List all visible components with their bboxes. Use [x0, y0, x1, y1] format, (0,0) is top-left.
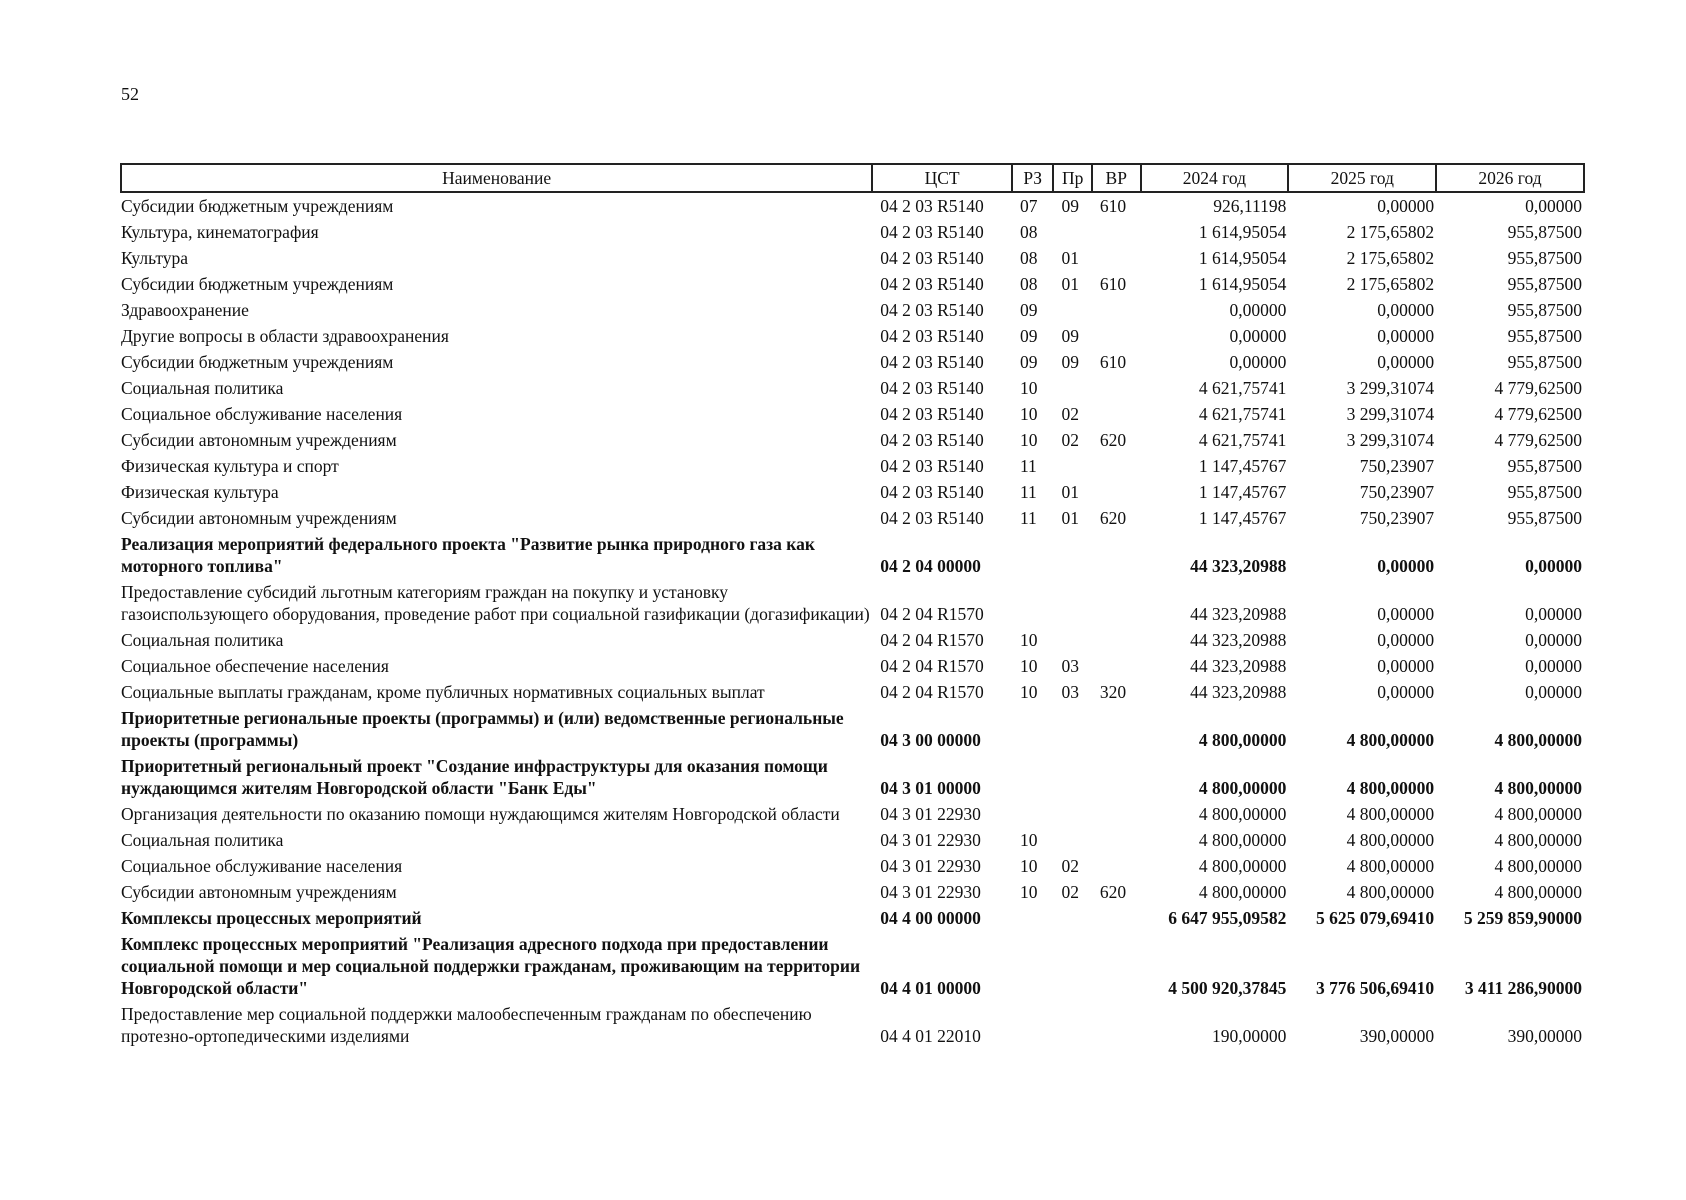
cell-pr: [1053, 931, 1091, 1001]
cell-name: Субсидии бюджетным учреждениям: [121, 274, 394, 294]
cell-vr: 620: [1099, 430, 1127, 450]
cell-y2026: 955,87500: [1507, 274, 1582, 294]
cell-vr: [1092, 853, 1141, 879]
cell-pr: [1053, 827, 1091, 853]
table-row: [121, 1001, 1584, 1049]
cell-cst: 04 3 01 22930: [880, 856, 981, 876]
table-row: [121, 427, 1584, 453]
cell-y2026: 955,87500: [1507, 326, 1582, 346]
cell-vr: [1092, 375, 1141, 401]
table-row: [121, 579, 1584, 627]
cell-vr: [1092, 401, 1141, 427]
cell-y2026: 4 800,00000: [1494, 882, 1582, 902]
cell-name: Социальное обслуживание населения: [121, 856, 403, 876]
cell-y2026: 4 779,62500: [1494, 404, 1582, 424]
cell-y2024: 44 323,20988: [1190, 630, 1287, 650]
cell-name: Предоставление субсидий льготным категориям граждан на покупку и установку газоиспользующего оборудования, проведение работ при социальной газификации (догазификации): [121, 582, 870, 624]
cell-rz: [1012, 931, 1054, 1001]
header-pr: Пр: [1053, 164, 1091, 192]
cell-vr: [1092, 753, 1141, 801]
cell-pr: 02: [1061, 882, 1079, 902]
cell-cst: 04 2 03 R5140: [880, 300, 984, 320]
table-row: [121, 679, 1584, 705]
cell-cst: 04 3 01 22930: [880, 882, 981, 902]
cell-y2025: 0,00000: [1377, 556, 1435, 576]
cell-rz: [1012, 905, 1054, 931]
cell-y2024: 190,00000: [1211, 1026, 1287, 1046]
cell-cst: 04 2 04 R1570: [880, 682, 984, 702]
cell-vr: [1092, 653, 1141, 679]
cell-pr: 02: [1061, 856, 1079, 876]
cell-pr: 02: [1061, 430, 1079, 450]
table-row: [121, 753, 1584, 801]
cell-name: Социальные выплаты гражданам, кроме публичных нормативных социальных выплат: [121, 682, 765, 702]
cell-vr: [1092, 705, 1141, 753]
cell-y2026: 5 259 859,90000: [1463, 908, 1582, 928]
table-row: [121, 245, 1584, 271]
cell-rz: [1012, 531, 1054, 579]
cell-name: Физическая культура: [121, 482, 279, 502]
cell-pr: 01: [1061, 248, 1079, 268]
cell-rz: 08: [1019, 274, 1038, 294]
cell-y2024: 44 323,20988: [1190, 656, 1287, 676]
cell-pr: [1053, 453, 1091, 479]
cell-y2025: 0,00000: [1377, 352, 1435, 372]
cell-y2025: 0,00000: [1377, 326, 1435, 346]
cell-y2025: 4 800,00000: [1346, 882, 1435, 902]
cell-name: Социальная политика: [121, 378, 284, 398]
cell-pr: 09: [1061, 196, 1079, 216]
header-2026: 2026 год: [1436, 164, 1584, 192]
cell-y2026: 0,00000: [1525, 682, 1582, 702]
table-row: [121, 827, 1584, 853]
cell-name: Приоритетные региональные проекты (программы) и (или) ведомственные региональные проекты (программы): [121, 708, 844, 750]
cell-y2026: 4 800,00000: [1494, 778, 1582, 798]
cell-y2025: 3 776 506,69410: [1316, 978, 1435, 998]
cell-vr: 610: [1099, 274, 1127, 294]
cell-y2024: 1 147,45767: [1198, 508, 1287, 528]
cell-rz: [1012, 579, 1054, 627]
cell-vr: [1092, 479, 1141, 505]
cell-cst: 04 2 03 R5140: [880, 404, 984, 424]
cell-y2026: 4 800,00000: [1494, 730, 1582, 750]
cell-y2024: 4 800,00000: [1198, 730, 1287, 750]
cell-vr: 620: [1099, 882, 1127, 902]
cell-cst: 04 2 04 R1570: [880, 630, 984, 650]
cell-cst: 04 2 03 R5140: [880, 430, 984, 450]
cell-y2024: 44 323,20988: [1190, 556, 1287, 576]
cell-rz: 10: [1019, 682, 1038, 702]
cell-pr: [1053, 905, 1091, 931]
cell-vr: [1092, 531, 1141, 579]
cell-cst: 04 2 03 R5140: [880, 222, 984, 242]
cell-name: Субсидии автономным учреждениям: [121, 882, 397, 902]
cell-name: Организация деятельности по оказанию помощи нуждающимся жителям Новгородской области: [121, 804, 840, 824]
cell-pr: 02: [1061, 404, 1079, 424]
cell-y2025: 3 299,31074: [1346, 430, 1435, 450]
cell-y2025: 3 299,31074: [1346, 378, 1435, 398]
cell-cst: 04 3 01 22930: [880, 830, 981, 850]
cell-rz: 11: [1019, 456, 1037, 476]
cell-y2024: 4 800,00000: [1198, 778, 1287, 798]
cell-vr: 610: [1099, 352, 1127, 372]
cell-y2025: 2 175,65802: [1346, 222, 1435, 242]
cell-y2024: 4 621,75741: [1198, 404, 1287, 424]
cell-rz: 09: [1019, 352, 1038, 372]
cell-y2026: 955,87500: [1507, 456, 1582, 476]
cell-cst: 04 2 03 R5140: [880, 456, 984, 476]
cell-rz: 10: [1019, 378, 1038, 398]
cell-vr: [1092, 905, 1141, 931]
cell-y2025: 5 625 079,69410: [1316, 908, 1435, 928]
cell-name: Социальное обслуживание населения: [121, 404, 403, 424]
cell-cst: 04 4 01 00000: [880, 978, 981, 998]
cell-y2025: 0,00000: [1377, 604, 1435, 624]
cell-y2025: 4 800,00000: [1346, 830, 1435, 850]
cell-name: Социальная политика: [121, 630, 284, 650]
cell-y2026: 390,00000: [1507, 1026, 1582, 1046]
cell-y2024: 4 800,00000: [1198, 856, 1287, 876]
cell-pr: [1053, 297, 1091, 323]
cell-rz: 10: [1019, 656, 1038, 676]
cell-pr: [1053, 579, 1091, 627]
cell-y2024: 926,11198: [1213, 196, 1287, 216]
cell-vr: [1092, 579, 1141, 627]
table-row: [121, 931, 1584, 1001]
header-2025: 2025 год: [1288, 164, 1436, 192]
cell-y2026: 4 800,00000: [1494, 804, 1582, 824]
cell-y2026: 955,87500: [1507, 352, 1582, 372]
cell-y2025: 750,23907: [1359, 482, 1435, 502]
header-2024: 2024 год: [1141, 164, 1289, 192]
cell-name: Комплексы процессных мероприятий: [121, 908, 422, 928]
cell-y2026: 4 800,00000: [1494, 830, 1582, 850]
table-row: [121, 349, 1584, 375]
cell-pr: 09: [1061, 326, 1079, 346]
page-number: 52: [121, 84, 139, 104]
cell-cst: 04 2 03 R5140: [880, 378, 984, 398]
cell-name: Приоритетный региональный проект "Создание инфраструктуры для оказания помощи нуждающимся жителям Новгородской области "Банк Еды": [121, 756, 828, 798]
cell-y2024: 44 323,20988: [1190, 604, 1287, 624]
table-row: [121, 219, 1584, 245]
cell-y2026: 955,87500: [1507, 222, 1582, 242]
cell-pr: [1053, 705, 1091, 753]
cell-vr: [1092, 297, 1141, 323]
cell-name: Культура, кинематография: [121, 222, 319, 242]
cell-name: Социальное обеспечение населения: [121, 656, 389, 676]
cell-y2024: 4 800,00000: [1198, 882, 1287, 902]
cell-name: Предоставление мер социальной поддержки малообеспеченным гражданам по обеспечению протезно-ортопедическими изделиями: [121, 1004, 812, 1046]
cell-cst: 04 2 03 R5140: [880, 352, 984, 372]
cell-rz: 08: [1019, 248, 1038, 268]
cell-y2024: 4 500 920,37845: [1168, 978, 1287, 998]
cell-vr: 610: [1099, 196, 1127, 216]
cell-pr: [1053, 1001, 1091, 1049]
cell-y2024: 1 614,95054: [1198, 222, 1287, 242]
cell-y2024: 0,00000: [1229, 326, 1287, 346]
cell-name: Субсидии автономным учреждениям: [121, 430, 397, 450]
cell-y2026: 0,00000: [1525, 656, 1582, 676]
table-row: [121, 375, 1584, 401]
cell-y2024: 4 800,00000: [1198, 830, 1287, 850]
cell-cst: 04 4 00 00000: [880, 908, 981, 928]
cell-y2026: 0,00000: [1525, 196, 1582, 216]
table-row: [121, 879, 1584, 905]
cell-pr: 03: [1061, 682, 1079, 702]
table-row: [121, 853, 1584, 879]
cell-y2024: 1 614,95054: [1198, 274, 1287, 294]
cell-y2026: 955,87500: [1507, 248, 1582, 268]
cell-y2026: 0,00000: [1525, 604, 1582, 624]
cell-name: Другие вопросы в области здравоохранения: [121, 326, 449, 346]
cell-y2026: 955,87500: [1507, 508, 1582, 528]
cell-rz: 10: [1019, 404, 1038, 424]
cell-rz: 11: [1019, 508, 1037, 528]
cell-rz: [1012, 753, 1054, 801]
cell-pr: [1053, 753, 1091, 801]
header-rz: РЗ: [1012, 164, 1054, 192]
cell-y2024: 4 800,00000: [1198, 804, 1287, 824]
cell-cst: 04 3 01 00000: [880, 778, 981, 798]
cell-pr: 01: [1061, 508, 1079, 528]
cell-pr: [1053, 531, 1091, 579]
cell-y2025: 2 175,65802: [1346, 274, 1435, 294]
cell-vr: [1092, 323, 1141, 349]
cell-rz: [1012, 1001, 1054, 1049]
cell-cst: 04 2 03 R5140: [880, 248, 984, 268]
cell-name: Реализация мероприятий федерального проекта "Развитие рынка природного газа как моторного топлива": [121, 534, 815, 576]
cell-rz: 08: [1019, 222, 1038, 242]
cell-y2026: 4 800,00000: [1494, 856, 1582, 876]
cell-y2024: 4 621,75741: [1198, 378, 1287, 398]
cell-y2024: 1 147,45767: [1198, 482, 1287, 502]
cell-y2026: 0,00000: [1525, 630, 1582, 650]
cell-name: Здравоохранение: [121, 300, 249, 320]
cell-rz: 10: [1019, 830, 1038, 850]
cell-y2025: 4 800,00000: [1346, 778, 1435, 798]
cell-name: Культура: [121, 248, 189, 268]
cell-y2024: 6 647 955,09582: [1168, 908, 1287, 928]
cell-rz: 10: [1019, 430, 1038, 450]
cell-cst: 04 4 01 22010: [880, 1026, 981, 1046]
table-row: [121, 297, 1584, 323]
cell-y2024: 0,00000: [1229, 352, 1287, 372]
cell-pr: 01: [1061, 274, 1079, 294]
table-body: [121, 192, 1584, 1049]
cell-y2025: 0,00000: [1377, 682, 1435, 702]
cell-y2025: 4 800,00000: [1346, 730, 1435, 750]
table-row: [121, 627, 1584, 653]
table-row: [121, 505, 1584, 531]
cell-y2025: 390,00000: [1359, 1026, 1435, 1046]
cell-y2024: 1 147,45767: [1198, 456, 1287, 476]
cell-name: Комплекс процессных мероприятий "Реализация адресного подхода при предоставлении социальной помощи и мер социальной поддержки гражданам, проживающим на территории Новгородской области": [121, 934, 861, 998]
cell-pr: [1053, 801, 1091, 827]
cell-cst: 04 2 04 R1570: [880, 604, 984, 624]
cell-pr: [1053, 219, 1091, 245]
cell-y2026: 955,87500: [1507, 482, 1582, 502]
cell-y2025: 0,00000: [1377, 196, 1435, 216]
cell-y2025: 4 800,00000: [1346, 804, 1435, 824]
cell-rz: 09: [1019, 300, 1038, 320]
table-row: [121, 705, 1584, 753]
table-row: [121, 453, 1584, 479]
cell-rz: [1012, 801, 1054, 827]
cell-cst: 04 2 03 R5140: [880, 196, 984, 216]
cell-y2026: 955,87500: [1507, 300, 1582, 320]
cell-y2025: 3 299,31074: [1346, 404, 1435, 424]
cell-y2026: 4 779,62500: [1494, 378, 1582, 398]
cell-y2024: 44 323,20988: [1190, 682, 1287, 702]
table-row: [121, 192, 1584, 219]
table-row: [121, 271, 1584, 297]
cell-y2025: 0,00000: [1377, 630, 1435, 650]
cell-name: Физическая культура и спорт: [121, 456, 339, 476]
cell-vr: 320: [1099, 682, 1127, 702]
cell-vr: [1092, 453, 1141, 479]
cell-vr: 620: [1099, 508, 1127, 528]
table-header: [121, 164, 1584, 192]
cell-cst: 04 2 03 R5140: [880, 326, 984, 346]
cell-rz: [1012, 705, 1054, 753]
table-row: [121, 905, 1584, 931]
cell-rz: 10: [1019, 856, 1038, 876]
cell-vr: [1092, 827, 1141, 853]
header-vr: ВР: [1092, 164, 1141, 192]
cell-name: Социальная политика: [121, 830, 284, 850]
cell-y2025: 0,00000: [1377, 656, 1435, 676]
cell-pr: 09: [1061, 352, 1079, 372]
cell-rz: 11: [1019, 482, 1037, 502]
header-cst: ЦСТ: [872, 164, 1012, 192]
budget-table: [120, 163, 1585, 1049]
table-row: [121, 401, 1584, 427]
cell-cst: 04 2 04 00000: [880, 556, 981, 576]
cell-y2025: 750,23907: [1359, 508, 1435, 528]
cell-y2025: 4 800,00000: [1346, 856, 1435, 876]
cell-pr: 01: [1061, 482, 1079, 502]
cell-y2026: 4 779,62500: [1494, 430, 1582, 450]
cell-vr: [1092, 627, 1141, 653]
cell-rz: 10: [1019, 630, 1038, 650]
cell-y2026: 0,00000: [1525, 556, 1582, 576]
cell-y2024: 1 614,95054: [1198, 248, 1287, 268]
cell-name: Субсидии автономным учреждениям: [121, 508, 397, 528]
table-row: [121, 323, 1584, 349]
cell-name: Субсидии бюджетным учреждениям: [121, 196, 394, 216]
cell-vr: [1092, 245, 1141, 271]
cell-rz: 10: [1019, 882, 1038, 902]
cell-vr: [1092, 1001, 1141, 1049]
table-row: [121, 801, 1584, 827]
cell-vr: [1092, 931, 1141, 1001]
cell-pr: [1053, 375, 1091, 401]
cell-y2024: 4 621,75741: [1198, 430, 1287, 450]
cell-y2024: 0,00000: [1229, 300, 1287, 320]
cell-cst: 04 2 04 R1570: [880, 656, 984, 676]
table-row: [121, 479, 1584, 505]
cell-y2025: 750,23907: [1359, 456, 1435, 476]
cell-y2026: 3 411 286,90000: [1464, 978, 1582, 998]
cell-y2025: 0,00000: [1377, 300, 1435, 320]
cell-rz: 07: [1019, 196, 1038, 216]
cell-vr: [1092, 801, 1141, 827]
cell-pr: [1053, 627, 1091, 653]
cell-vr: [1092, 219, 1141, 245]
cell-name: Субсидии бюджетным учреждениям: [121, 352, 394, 372]
cell-rz: 09: [1019, 326, 1038, 346]
header-name: Наименование: [121, 164, 872, 192]
cell-cst: 04 3 00 00000: [880, 730, 981, 750]
cell-y2025: 2 175,65802: [1346, 248, 1435, 268]
cell-cst: 04 2 03 R5140: [880, 274, 984, 294]
table-row: [121, 653, 1584, 679]
table-row: [121, 531, 1584, 579]
cell-cst: 04 3 01 22930: [880, 804, 981, 824]
cell-cst: 04 2 03 R5140: [880, 508, 984, 528]
cell-pr: 03: [1061, 656, 1079, 676]
cell-cst: 04 2 03 R5140: [880, 482, 984, 502]
